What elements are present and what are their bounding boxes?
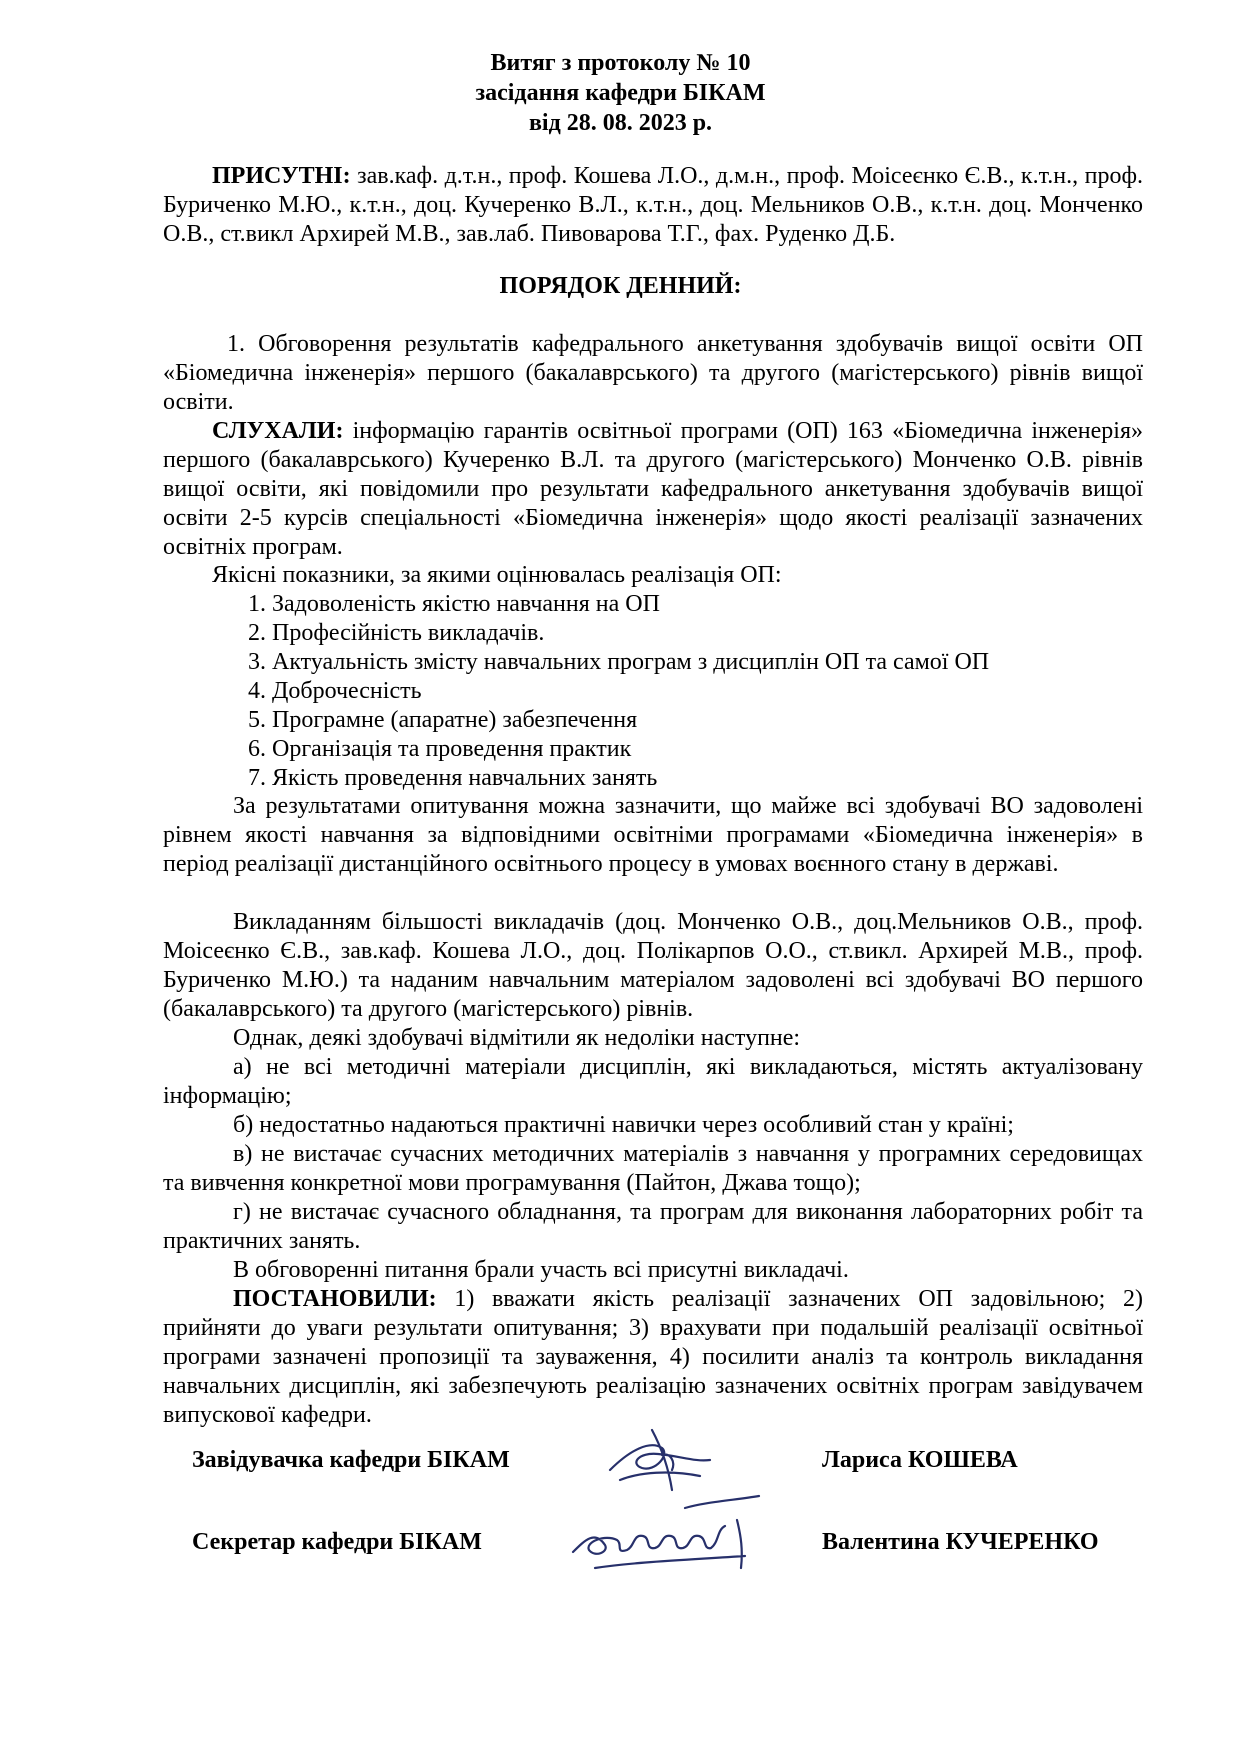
shortcoming-a: а) не всі методичні матеріали дисциплін, які викладаються, містять актуалізовану інформацію; [163, 1054, 1143, 1109]
heard-label: СЛУХАЛИ: [212, 418, 344, 444]
discussion-note: В обговоренні питання брали участь всі присутні викладачі. [233, 1257, 849, 1283]
list-item: 6. Організація та проведення практик [248, 736, 632, 762]
list-item: 5. Програмне (апаратне) забезпечення [248, 707, 638, 733]
shortcoming-c: в) не вистачає сучасних методичних матеріалів з навчання у програмних середовищах та вивчення конкретної мови програмування (Пайтон, Джава тощо); [163, 1141, 1143, 1196]
header-protocol-line: Витяг з протоколу № 10 [490, 50, 751, 76]
list-item: 4. Доброчесність [248, 678, 422, 704]
attendees-label: ПРИСУТНІ: [212, 163, 351, 189]
secretary-signature-image [565, 1490, 765, 1580]
heard-text: інформацію гарантів освітньої програми (ОП) 163 «Біомедична інженерія» першого (бакалаврського) Кучеренко В.Л. та другого (магістерського) Монченко О.В. рівнів вищої освіти, які повідомили про результати кафедрального анкетування здобувачів вищої освіти 2-5 курсів спеціальності «Біомедична інженерія» щодо якості реалізації зазначених освітніх програм. [163, 418, 1143, 560]
decision-paragraph [163, 1285, 1143, 1430]
decision-label: ПОСТАНОВИЛИ: [233, 1286, 437, 1312]
shortcoming-b: б) недостатньо надаються практичні навички через особливий стан у країні; [233, 1112, 1014, 1138]
list-item: 3. Актуальність змісту навчальних програм з дисциплін ОП та самої ОП [248, 649, 990, 675]
secretary-name: Валентина КУЧЕРЕНКО [822, 1529, 1099, 1555]
agenda-heading: ПОРЯДОК ДЕННИЙ: [499, 273, 742, 299]
head-signature-image [600, 1410, 730, 1500]
shortcoming-d: г) не вистачає сучасного обладнання, та програм для виконання лабораторних робіт та практичних занять. [163, 1199, 1143, 1254]
results-paragraph-1: За результатами опитування можна зазначити, що майже всі здобувачі ВО задоволені рівнем якості навчання за відповідними освітніми програмами «Біомедична інженерія» в період реалізації дистанційного освітнього процесу в умовах воєнного стану в державі. [163, 793, 1143, 877]
list-item: 7. Якість проведення навчальних занять [248, 765, 658, 791]
attendees-paragraph [163, 162, 1143, 249]
list-item: 2. Професійність викладачів. [248, 620, 545, 646]
head-name: Лариса КОШЕВА [822, 1447, 1018, 1473]
indicators-list [248, 590, 989, 793]
attendees-text: зав.каф. д.т.н., проф. Кошева Л.О., д.м.н., проф. Моісеєнко Є.В., к.т.н., проф. Буриченко М.Ю., к.т.н., доц. Кучеренко В.Л., к.т.н., доц. Мельников О.В., к.т.н. доц. Монченко О.В., ст.викл Архирей М.В., зав.лаб. Пивоварова Т.Г., фах. Руденко Д.Б. [163, 163, 1143, 247]
shortcomings-intro: Однак, деякі здобувачі відмітили як недоліки наступне: [233, 1025, 801, 1051]
header-date-line: від 28. 08. 2023 р. [528, 110, 713, 136]
decision-text: 1) вважати якість реалізації зазначених ОП задовільною; 2) прийняти до уваги результати опитування; 3) врахувати при подальшій реалізації освітньої програми зазначені пропозиції та зауваження, 4) посилити аналіз та контроль викладання навчальних дисциплін, які забезпечують реалізацію зазначених освітніх програм завідувачем випускової кафедри. [163, 1286, 1143, 1428]
head-position: Завідувачка кафедри БІКАМ [192, 1447, 510, 1473]
agenda-item-1: 1. Обговорення результатів кафедрального анкетування здобувачів вищої освіти ОП «Біомедична інженерія» першого (бакалаврського) та другого (магістерського) рівнів вищої освіти. [163, 331, 1143, 415]
document-header [0, 48, 1241, 138]
results-paragraph-2: Викладанням більшості викладачів (доц. Монченко О.В., доц.Мельников О.В., проф. Моісеєнко Є.В., зав.каф. Кошева Л.О., доц. Полікарпов О.О., ст.викл. Архирей М.В., проф. Буриченко М.Ю.) та наданим навчальним матеріалом задоволені всі здобувачі ВО першого (бакалаврського) та другого (магістерського) рівнів. [163, 909, 1143, 1022]
indicators-intro: Якісні показники, за якими оцінювалась реалізація ОП: [212, 562, 782, 588]
heard-paragraph [163, 417, 1143, 562]
header-meeting-line: засідання кафедри БІКАМ [475, 80, 766, 106]
secretary-position: Секретар кафедри БІКАМ [192, 1529, 482, 1555]
list-item: 1. Задоволеність якістю навчання на ОП [248, 591, 660, 617]
